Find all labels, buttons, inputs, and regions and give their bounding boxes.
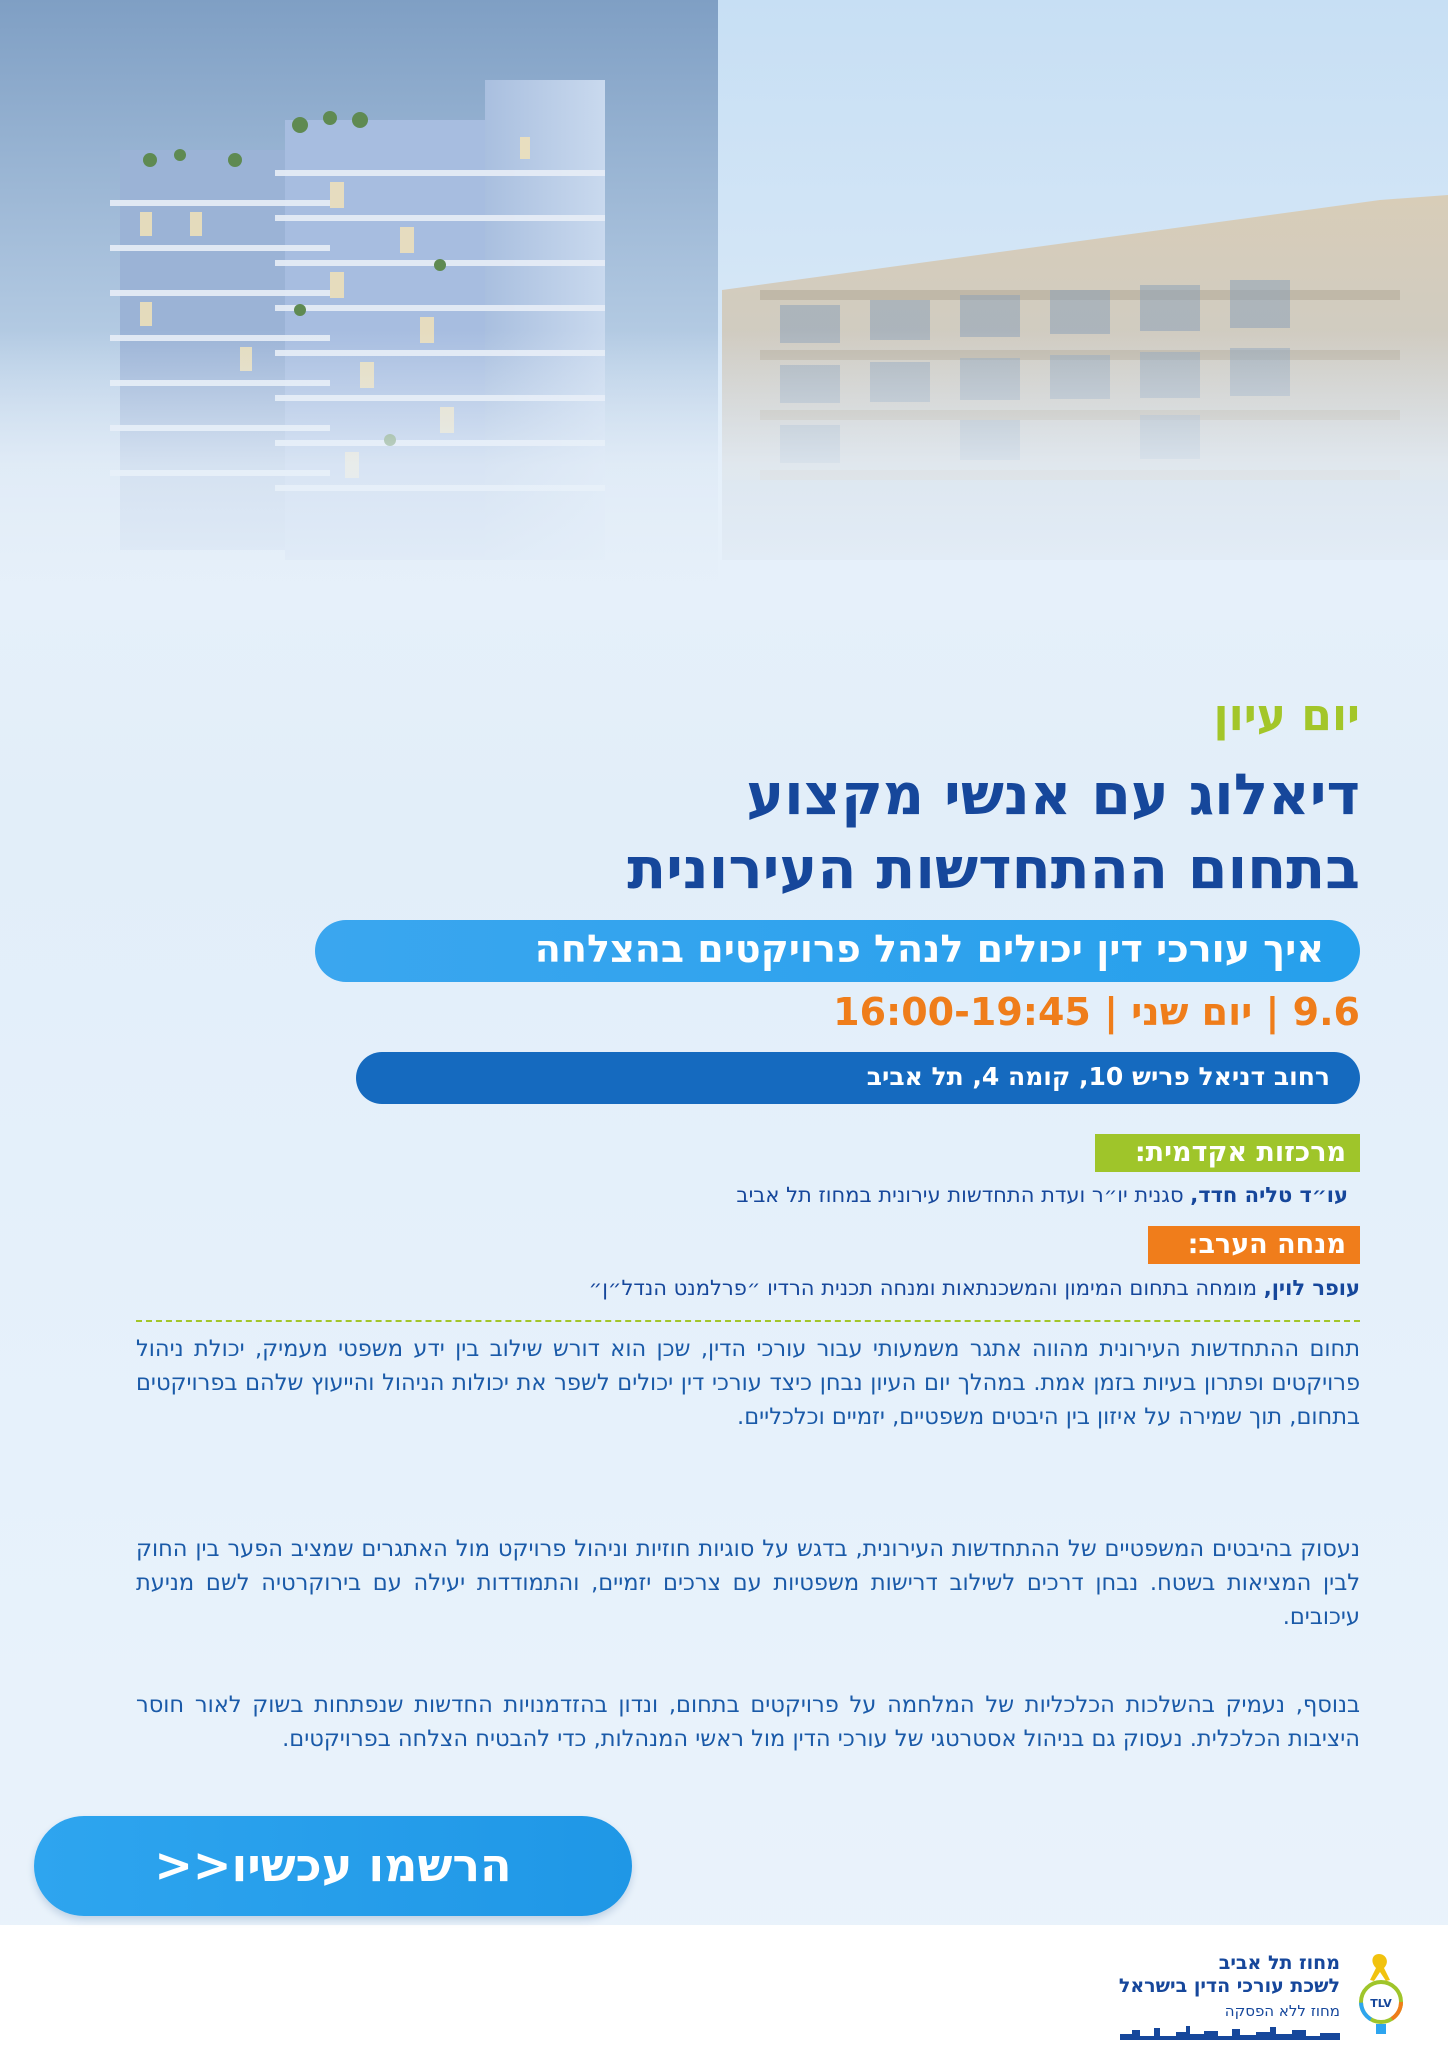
event-type-heading: יום עיון [1213, 690, 1360, 741]
logo-line-1: מחוז תל אביב [1218, 1952, 1340, 1974]
tlv-emblem-icon [1346, 1950, 1416, 2038]
event-title [360, 758, 1360, 906]
host-label: מנחה הערב: [1148, 1226, 1360, 1264]
event-title-line-2: בתחום ההתחדשות העירונית [627, 836, 1360, 902]
address-text: רחוב דניאל פריש 10, קומה 4, תל אביב [866, 1062, 1330, 1091]
host-name: עופר לוין, [1263, 1276, 1360, 1300]
hero-image [0, 0, 1448, 620]
description-paragraph-2: נעסוק בהיבטים המשפטיים של ההתחדשות העירונית, בדגש על סוגיות חוזיות וניהול פרויקט מול האתגרים שמציב הפער בין החוק לבין המציאות בשטח. נבחן דרכים לשילוב דרישות משפטיות עם צרכים יזמיים, והתמודדות יעילה עם בירוקרטיה לשם מניעת עיכובים. [136, 1536, 1360, 1630]
register-now-label: הרשמו עכשיו<< [154, 1838, 512, 1892]
hero-fade-overlay [0, 330, 1448, 620]
logo-line-3: מחוז ללא הפסקה [1224, 2002, 1340, 2020]
skyline-icon [1120, 2024, 1340, 2040]
event-title-line-1: דיאלוג עם אנשי מקצוע [746, 762, 1360, 828]
subtitle-banner [315, 920, 1360, 982]
dashed-divider [136, 1320, 1360, 1322]
host-description: מומחה בתחום המימון והמשכנתאות ומנחה תכנית הרדיו ״פרלמנט הנדל״ן״ [588, 1276, 1264, 1300]
subtitle-text: איך עורכי דין יכולים לנהל פרויקטים בהצלחה [534, 927, 1324, 971]
event-date-time: 9.6 | יום שני | 16:00-19:45 [833, 990, 1360, 1034]
description-paragraph-1: תחום ההתחדשות העירונית מהווה אתגר משמעותי עבור עורכי הדין, שכן הוא דורש שילוב בין ידע משפטי מעמיק, יכולת ניהול פרויקטים ופתרון בעיות בזמן אמת. במהלך יום העיון נבחן כיצד עורכי דין יכולים לשפר את יכולות הניהול והייעוץ שלהם בפרויקטים בתחום, תוך שמירה על איזון בין היבטים משפטיים, יזמיים וכלכליים. [136, 1336, 1360, 1430]
tlv-badge-text: TLV [1370, 1997, 1392, 2010]
academic-coordinator-label: מרכזות אקדמית: [1095, 1134, 1360, 1172]
academic-coordinator-description: סגנית יו״ר ועדת התחדשות עירונית במחוז תל אביב [736, 1183, 1191, 1207]
bar-association-logo [1050, 1950, 1420, 2040]
academic-coordinator-name: עו״ד טליה חדד, [1190, 1183, 1348, 1207]
address-banner [356, 1052, 1360, 1104]
description-paragraph-3: בנוסף, נעמיק בהשלכות הכלכליות של המלחמה על פרויקטים בתחום, ונדון בהזדמנויות החדשות שנפתחות בשוק לאור חוסר היציבות הכלכלית. נעסוק גם בניהול אסטרטגי של עורכי הדין מול ראשי המנהלות, כדי להבטיח הצלחה בפרויקטים. [136, 1692, 1360, 1752]
logo-line-2: לשכת עורכי הדין בישראל [1118, 1975, 1340, 1997]
host-line [589, 1276, 1360, 1300]
register-now-button[interactable] [34, 1816, 632, 1916]
academic-coordinator-line [736, 1183, 1348, 1207]
